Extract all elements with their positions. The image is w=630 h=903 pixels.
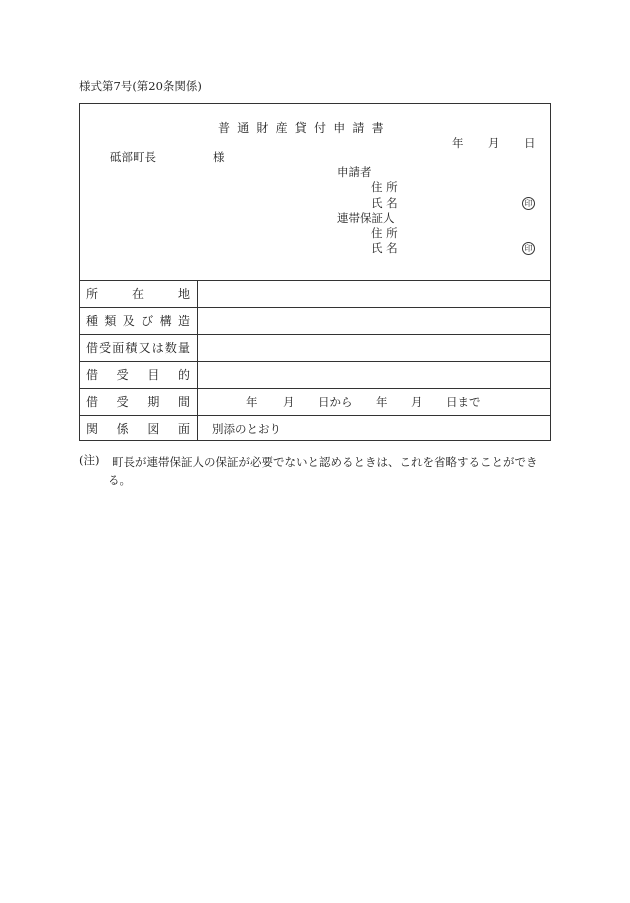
label-char: 数 (164, 341, 177, 355)
guarantor-name-label: 氏 名 (371, 241, 398, 255)
label-char: 借 (86, 341, 99, 355)
label-char: 在 (131, 287, 144, 301)
label-char: 種 (86, 314, 99, 328)
guarantor-heading: 連帯保証人 (337, 211, 395, 225)
label-char: 造 (177, 314, 190, 328)
note-text: 町長が連帯保証人の保証が必要でないと認めるときは、これを省略することができる。 (108, 455, 538, 487)
label-char: 関 (86, 422, 99, 436)
label-char: 借 (86, 395, 99, 409)
applicant-address-label: 住 所 (371, 180, 398, 194)
row-label-drawings (86, 423, 190, 435)
applicant-name-label: 氏 名 (371, 196, 398, 210)
date-year-label: 年 (452, 136, 464, 150)
label-char: 積 (125, 341, 138, 355)
period-month-end: 月 (411, 395, 423, 409)
period-year-start: 年 (246, 395, 258, 409)
period-from: 日から (318, 395, 353, 409)
label-char: 受 (99, 341, 112, 355)
date-day-label: 日 (524, 136, 536, 150)
period-month-start: 月 (283, 395, 295, 409)
label-char: 期 (147, 395, 160, 409)
label-char: 所 (86, 287, 99, 301)
label-char: 係 (116, 422, 129, 436)
label-char: 受 (116, 368, 129, 382)
guarantor-address-label: 住 所 (371, 226, 398, 240)
label-char: 及 (122, 314, 135, 328)
label-char: 的 (177, 368, 190, 382)
table-divider (79, 307, 551, 308)
label-char: は (151, 341, 164, 355)
form-number-label: 様式第7号(第20条関係) (79, 79, 202, 93)
drawings-value: 別添のとおり (212, 422, 281, 436)
note-prefix: (注) (79, 453, 100, 467)
table-divider (79, 415, 551, 416)
table-divider (79, 361, 551, 362)
label-char: 借 (86, 368, 99, 382)
addressee-honorific: 様 (213, 150, 225, 164)
date-month-label: 月 (488, 136, 500, 150)
row-label-area-quantity (86, 342, 190, 354)
addressee-name: 砥部町長 (110, 150, 156, 164)
label-char: 受 (116, 395, 129, 409)
label-char: 地 (177, 287, 190, 301)
applicant-seal-icon: 印 (522, 197, 535, 210)
table-column-divider (197, 280, 198, 441)
label-char: 量 (177, 341, 190, 355)
label-char: 図 (147, 422, 160, 436)
applicant-heading: 申請者 (337, 165, 372, 179)
label-char: 間 (177, 395, 190, 409)
label-char: 類 (104, 314, 117, 328)
table-divider (79, 280, 551, 281)
label-char: 構 (159, 314, 172, 328)
guarantor-seal-icon: 印 (522, 242, 535, 255)
table-divider (79, 388, 551, 389)
document-title: 普通財産貸付申請書 (218, 121, 391, 135)
row-label-period (86, 396, 190, 408)
label-char: 面 (112, 341, 125, 355)
label-char: 目 (147, 368, 160, 382)
row-label-type-structure (86, 315, 190, 327)
table-divider (79, 334, 551, 335)
label-char: び (141, 314, 154, 328)
label-char: 又 (138, 341, 151, 355)
row-label-purpose (86, 369, 190, 381)
label-char: 面 (177, 422, 190, 436)
period-year-end: 年 (376, 395, 388, 409)
row-label-location (86, 288, 190, 300)
period-until: 日まで (446, 395, 481, 409)
